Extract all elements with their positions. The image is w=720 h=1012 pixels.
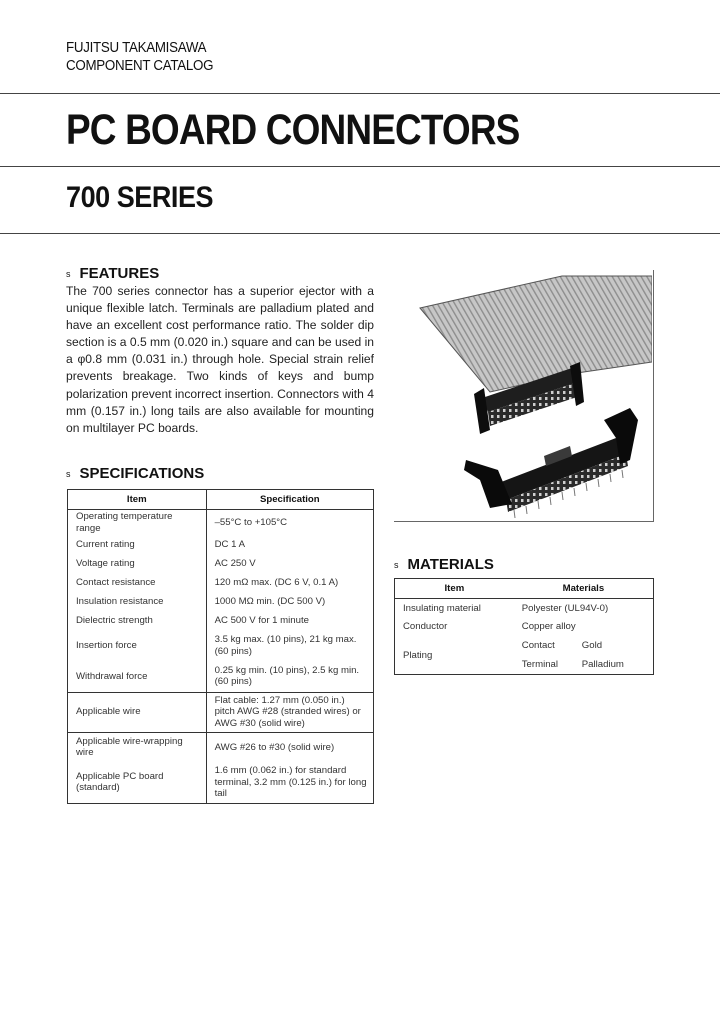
ribbon-cable [420,276,652,392]
materials-table [394,578,654,675]
spec-value: DC 1 A [214,538,245,550]
connector-photo [394,270,654,522]
table-row [68,535,374,554]
table-row [68,762,374,803]
material-value [514,656,654,675]
table-row [395,637,654,656]
column-header-specification: Specification [206,490,373,510]
spec-value: 1.6 mm (0.062 in.) for standard terminal, 3.2 mm (0.125 in.) for long tail [214,765,367,799]
materials-heading-label: MATERIALS [407,556,494,573]
plating-contact-value: Gold [581,640,603,652]
material-value: Copper alloy [521,621,576,633]
spec-item: Applicable wire [68,692,207,732]
table-row [68,554,374,573]
spec-value: 3.5 kg max. (10 pins), 21 kg max. (60 pins) [214,634,357,657]
spec-value: AWG #26 to #30 (solid wire) [206,732,373,762]
table-row [68,661,374,692]
column-header-item: Item [68,490,207,510]
table-row [68,692,374,732]
column-header-materials: Materials [514,579,654,599]
table-row [68,510,374,536]
features-paragraph: The 700 series connector has a superior ejector with a unique flexible latch. Terminals are palladium plated and have an excellent cost performance ratio. The solder dip section is a 0.5 mm (0.020 in.) square and can be used in a φ0.8 mm (0.031 in.) through hole. Special strain relief prevents breakage. Two kinds of keys and bump polarization prevent incorrect insertion. Connectors with 4 mm (0.157 in.) long tails are also available for mounting on multilayer PC boards. [66,284,374,435]
specifications-heading [66,465,204,482]
materials-heading [394,556,494,573]
features-heading [66,265,159,282]
material-value: Polyester (UL94V-0) [521,602,609,614]
table-row [395,618,654,637]
spec-value: –55°C to +105°C [214,516,288,528]
spec-item: Applicable wire-wrapping wire [68,732,207,762]
spec-item: Voltage rating [68,554,207,573]
spec-value: Flat cable: 1.27 mm (0.050 in.) pitch AWG #28 (stranded wires) or AWG #30 (solid wire) [206,692,373,732]
table-row [68,592,374,611]
spec-item: Insulation resistance [68,592,207,611]
spec-item: Insertion force [68,630,207,661]
table-row [68,611,374,630]
table-row [68,630,374,661]
plating-terminal-label: Terminal [521,659,559,670]
page-title: PC BOARD CONNECTORS [66,106,520,154]
table-row [395,599,654,618]
bullet-icon: s [66,469,71,480]
spec-item: Contact resistance [68,573,207,592]
specifications-heading-label: SPECIFICATIONS [79,465,205,482]
spec-item: Current rating [68,535,207,554]
spec-value: AC 500 V for 1 minute [214,614,309,626]
spec-value: AC 250 V [214,557,256,569]
spec-value: 120 mΩ max. (DC 6 V, 0.1 A) [214,576,339,588]
specifications-table [67,489,374,804]
spec-item: Applicable PC board (standard) [68,762,207,803]
bullet-icon: s [394,560,399,571]
table-header-row [68,490,374,510]
connector-illustration [394,270,652,520]
brand-line-2: COMPONENT CATALOG [66,58,214,74]
divider-top [0,93,720,94]
brand-line-1: FUJITSU TAKAMISAWA [66,40,207,56]
spec-item: Withdrawal force [68,661,207,692]
column-header-item: Item [395,579,514,599]
plating-terminal-value: Palladium [581,659,624,670]
table-row [68,732,374,762]
plating-contact-label: Contact [521,640,555,652]
spec-item: Dielectric strength [68,611,207,630]
material-item: Conductor [403,621,448,633]
divider-middle [0,166,720,167]
table-header-row [395,579,654,599]
bullet-icon: s [66,269,71,280]
material-value [514,637,654,656]
spec-item: Operating temperature range [68,510,207,536]
divider-bottom [0,233,720,234]
table-row [68,573,374,592]
material-item: Insulating material [403,602,481,614]
spec-value: 0.25 kg min. (10 pins), 2.5 kg min. (60 pins) [214,664,360,688]
spec-value: 1000 MΩ min. (DC 500 V) [214,595,326,607]
series-title: 700 SERIES [66,181,214,214]
material-item: Plating [403,649,433,661]
features-heading-label: FEATURES [79,265,160,282]
